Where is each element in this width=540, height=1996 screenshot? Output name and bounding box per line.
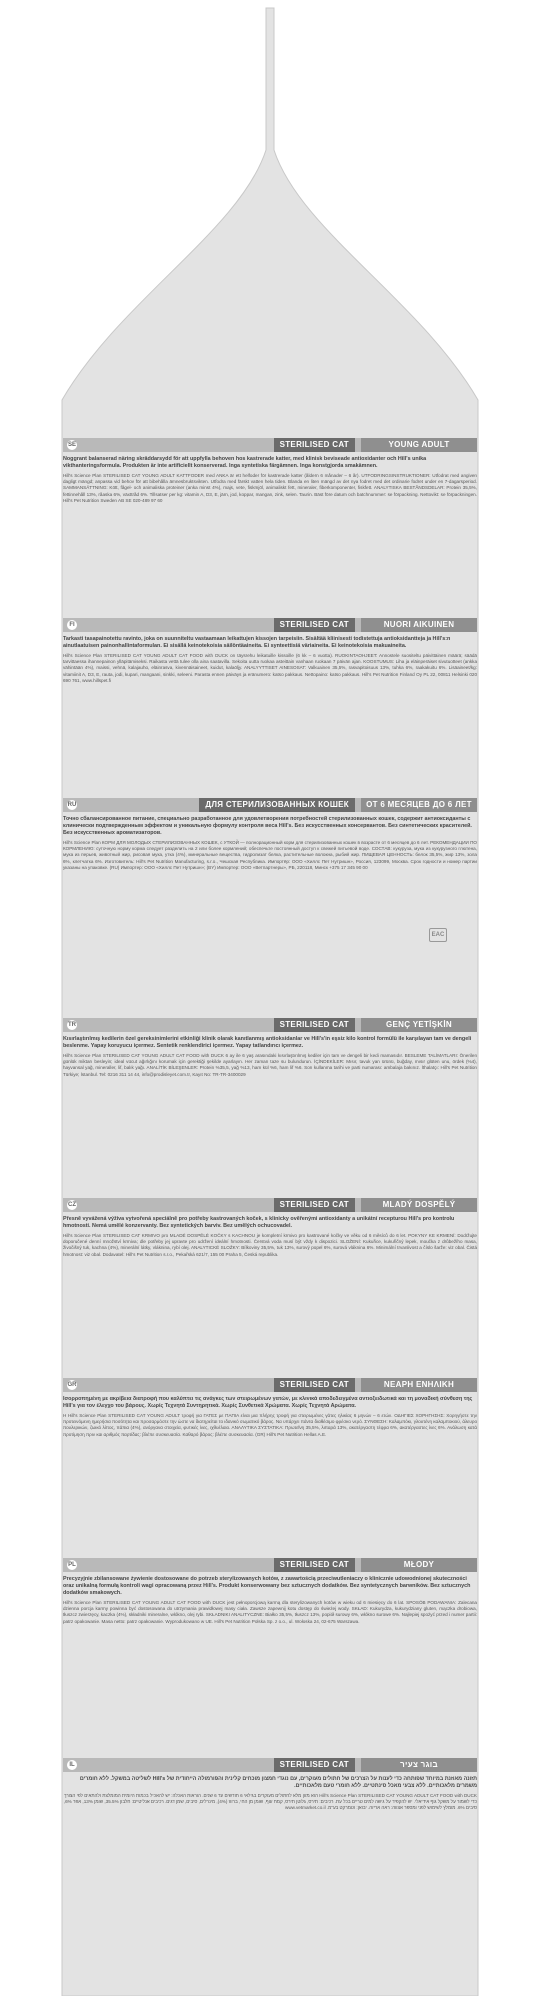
section-title: ДЛЯ СТЕРИЛИЗОВАННЫХ КОШЕК — [199, 798, 355, 812]
section-subtitle: בוגר צעיר — [361, 1758, 477, 1772]
section-body: Hill's Science Plan STERILISED CAT YOUNG ADULT CAT FOOD with DUCK on täysrehu leikatuille kissoille (6 kk – 6 vuotta). RUOKINTAOHJEET: Annostele suositeltu päivittäinen määrä; säädä tarvittaessa ihannepainon ylläpitämiseksi. Raikasta vettä tulee olla aina saatavilla. Sekoita uutta ruokaa asteittain vanhaan ruokaan 7 päivän ajan. KOOSTUMUS: Liha ja eläinperäiset sivutuotteet (ankka vähintään 4%), maissi, vehnä, kalajauho, eläinrasva, kivennäisaineet, kuidut, kalaöljy. ANALYYTTISET AINESOSAT: Valkuainen 35,5%, rasvapitoisuus 13%, tuhka 6%, raakakuitu 6%. Lisäaineet/kg: vitamiinit A, D3, E, rauta, jodi, kupari, mangaani, sinkki, seleeni. Parasta ennen päiväys ja eränumero: katso pakkaus. Nettopaino: katso pakkaus. Hill's Pet Nutrition Finland Oy PL 22, 00811 Helsinki 020 690 761, www.hillspet.fi — [63, 653, 477, 683]
section-title: STERILISED CAT — [274, 1758, 355, 1772]
section-header — [63, 1558, 477, 1572]
section-tr — [63, 1018, 477, 1078]
section-subtitle: MŁODY — [361, 1558, 477, 1572]
section-title: STERILISED CAT — [274, 1018, 355, 1032]
section-subtitle: NUORI AIKUINEN — [361, 618, 477, 632]
section-subtitle: ОТ 6 МЕСЯЦЕВ ДО 6 ЛЕТ — [361, 798, 477, 812]
section-body: Hill's Science Plan КОРМ ДЛЯ МОЛОДЫХ СТЕРИЛИЗОВАННЫХ КОШЕК, с УТКОЙ — полнорационный корм для стерилизованных кошек в возрасте от 6 месяцев до 6 лет. РЕКОМЕНДАЦИИ ПО КОРМЛЕНИЮ: суточную норму корма следует разделить на 2 или более кормлений; обеспечьте постоянный доступ к свежей питьевой воде. СОСТАВ: кукуруза, мука из кукурузного глютена, мука из перьев, животный жир, рисовая мука, утка (4%), минеральные вещества, гидролизат белка, растительные волокна, рыбий жир. ПИЩЕВАЯ ЦЕННОСТЬ: белок 35,5%, жир 13%, зола 6%, клетчатка 6%. Изготовитель: Hill's Pet Nutrition Manufacturing, s.r.o., Чешская Республика. Импортёр: ООО «Хиллс Пет Нутришн», Россия, 123099, Москва. Срок годности и номер партии указаны на упаковке. (RU) Импортер: ООО «Хиллс Пет Нутришн»; (BY) Импортер: ООО «Ветпартнеры», РБ, 220118, Минск +375 17 345 90 00 — [63, 840, 477, 870]
section-cz — [63, 1198, 477, 1258]
section-body: Hill's Science Plan STERILISED CAT YOUNG ADULT CAT FOOD with DUCK 6 ay ile 6 yaş arasındaki kısırlaştırılmış kediler için tam ve dengeli bir kedi mamasıdır. BESLEME TALİMATLARI: Önerilen günlük miktarı besleyin; ideal vücut ağırlığını korumak için gerektiği şekilde ayarlayın. Her zaman taze su bulundurun. İÇİNDEKİLER: Mısır, tavuk yan ürünü, buğday, mısır glüten unu, ördek (%4), hayvansal yağ, mineraller, lif, balık yağı. ANALİTİK BİLEŞENLER: Protein %35,5, yağ %13, ham kül %6, ham lif %6. Son kullanma tarihi ve parti numarası: ambalaja bakınız. İthalatçı: Hill's Pet Nutrition Türkiye; İstanbul. Tel: 0216 311 14 44, info@prodisleyet.com.tr, Kayıt No: TR-TR-3400029 — [63, 1053, 477, 1077]
section-se — [63, 438, 477, 504]
language-code-badge: IL — [67, 1760, 77, 1770]
language-code-badge: CZ — [68, 1202, 76, 1208]
section-header — [63, 1758, 477, 1772]
section-intro: Noggrant balanserad näring skräddarsydd för att uppfylla behoven hos kastrerade katter, med klinisk beviseade antioxidanter och Hill's unika vikthanteringsformula. Produkten är inte artificiellt konserverad. Inga syntetiska färgämnen. Inga konstgjorda smakämnen. — [63, 456, 427, 469]
section-body: Η Hill's Science Plan STERILISED CAT YOUNG ADULT τροφή για ΓΑΤΕΣ με ΠΑΠΙΑ είναι μια πλήρης τροφή για στειρωμένες γάτες ηλικίας 6 μηνών – 6 ετών. ΟΔΗΓΙΕΣ ΧΟΡΗΓΗΣΗΣ: Χορηγήστε την προτεινόμενη ημερήσια ποσότητα και προσαρμόστε την ώστε να διατηρείται το ιδανικό σωματικό βάρος. Να υπάρχει πάντα διαθέσιμο φρέσκο νερό. ΣΥΝΘΕΣΗ: Καλαμπόκι, γλουτένη καλαμποκιού, άλευρο πουλερικών, ζωικό λίπος, πάπια (4%), ανόργανα στοιχεία, φυτικές ίνες, ιχθυέλαιο. ΑΝΑΛΥΤΙΚΑ ΣΥΣΤΑΤΙΚΑ: Πρωτεΐνη 35,5%, λιπαρά 13%, ακατέργαστη τέφρα 6%, ακατέργαστες ίνες 6%. Ανάλωση κατά προτίμηση πριν και αριθμός παρτίδας: βλέπε συσκευασία. Καθαρό βάρος: βλέπε συσκευασία. (GR) Hill's Pet Nutrition Hellas A.E. — [63, 1413, 477, 1437]
section-subtitle: GENÇ YETİŞKİN — [361, 1018, 477, 1032]
section-title: STERILISED CAT — [274, 1558, 355, 1572]
section-title: STERILISED CAT — [274, 1198, 355, 1212]
section-title: STERILISED CAT — [274, 1378, 355, 1392]
language-code-badge: PL — [68, 1562, 76, 1568]
section-intro: Precyzyjnie zbilansowane żywienie dostosowane do potrzeb sterylizowanych kotów, z zawartością przeciwutleniaczy o klinicznie udowodnionej skuteczności oraz unikalną formułą kontroli wagi opracowaną przez Hill's. Produkt konserwowany bez sztucznych dodatków. Bez syntetycznych barwników. Bez sztucznych dodatków smakowych. — [63, 1576, 471, 1596]
section-pl — [63, 1558, 477, 1625]
language-code-badge: RU — [67, 802, 77, 808]
section-intro: Kısırlaştırılmış kedilerin özel gereksinimlerini etkinliği klinik olarak kanıtlanmış antioksidanlar ve Hill's'in eşsiz kilo kontrol formülü ile karşılayan tam ve dengeli beslenme. Yapay koruyucu içermez. Sentetik renklendirici içermez. Yapay tatlandırıcı içermez. — [63, 1036, 472, 1049]
section-header — [63, 438, 477, 452]
section-header — [63, 798, 477, 812]
section-subtitle: ΝΕΑΡΗ ΕΝΗΛΙΚΗ — [361, 1378, 477, 1392]
section-intro: Tarkasti tasapainotettu ravinto, joka on suunniteltu vastaamaan leikattujen kissojen tarpeisiin. Sisältää kliinisesti todistettuja antioksidantteja ja Hill's:n ainutlaatuisen painonhallintaformulan. Ei sisällä keinotekoisia säilöntäaineita. Ei synteettisiä väriaineita. Ei keinotekoisia makuaineita. — [63, 636, 451, 649]
language-code-badge: GR — [67, 1382, 77, 1388]
section-intro: Ισορροπημένη με ακρίβεια διατροφή που καλύπτει τις ανάγκες των στειρωμένων γατών, με κλινικά αποδεδειγμένα αντιοξειδωτικά και τη μοναδική σύνθεση της Hill's για τον έλεγχο του βάρους. Χωρίς Τεχνητά Συντηρητικά. Χωρίς Συνθετικά Χρώματα. Χωρίς Τεχνητά Αρώματα. — [63, 1396, 473, 1409]
section-body: Hill's Science Plan STERILISED CAT KRMIVO pro MLADÉ DOSPĚLÉ KOČKY s KACHNOU je kompletní krmivo pro kastrované kočky ve věku od 6 měsíců do 6 let. POKYNY KE KRMENÍ: Dodržujte doporučené denní množství krmiva; dle potřeby jej upravte pro udržení ideální hmotnosti. Čerstvá voda musí být vždy k dispozici. SLOŽENÍ: Kukuřice, kukuřičný lepek, moučka z drůbežího masa, živočišný tuk, kachna (4%), minerální látky, vláknina, rybí olej. ANALYTICKÉ SLOŽKY: Bílkoviny 35,5%, tuk 13%, surový popel 6%, surová vláknina 6%. Minimální trvanlivost a číslo šarže: viz obal. Čistá hmotnost: viz obal. Dodavatel: Hill's Pet Nutrition s.r.o., Pekařská 621/7, 155 00 Praha 5, Česká republika. — [63, 1233, 477, 1257]
bag-body — [62, 8, 478, 1996]
section-header — [63, 1198, 477, 1212]
section-header — [63, 618, 477, 632]
eac-mark: EAC — [429, 928, 447, 942]
section-header — [63, 1018, 477, 1032]
section-intro: Точно сбалансированное питание, специально разработанное для удовлетворения потребностей стерилизованных кошек, содержит антиоксиданты с клинически подтвержденным эффектом и уникальную формулу контроля веса Hill's. Без искусственных консервантов. Без синтетических красителей. Без искусственных ароматизаторов. — [63, 816, 472, 836]
section-ru — [63, 798, 477, 938]
language-code-badge: TR — [68, 1022, 76, 1028]
section-il — [63, 1758, 477, 1812]
section-intro: Přesně vyvážená výživa vytvořená speciálně pro potřeby kastrovaných koček, s klinicky ověřenými antioxidanty a unikátní recepturou Hill's pro kontrolu hmotnosti. Nemá umělé konzervanty. Bez syntetických barviv. Bez umělých ochucovadel. — [63, 1216, 455, 1229]
section-body: Hill's Science Plan STERILISED CAT YOUNG ADULT CAT FOOD with DUCK הוא מזון מלא לחתולים מעוקרים בגילאי 6 חודשים עד 6 שנים. הוראות האכלה: יש להאכיל בכמות היומית המומלצת ולהתאים לפי הצורך כדי לשמור על משקל גוף אידיאלי. יש להקפיד על גישה למים טריים בכל עת. רכיבים: תירס, גלוטן תירס, קמח עוף, שומן מן החי, ברווז (4%), מינרלים, סיבים, שמן דגים. רכיבים אנליטיים: חלבון 35.5%, שומן 13%, אפר 6%, סיבים 6%. מומלץ לשימוש לפני ומספר אצווה: ראה אריזה. יבואן: וטמרקט בע"מ. www.vetmarket.co.il — [63, 1793, 477, 1811]
section-fi — [63, 618, 477, 684]
section-subtitle: YOUNG ADULT — [361, 438, 477, 452]
section-title: STERILISED CAT — [274, 618, 355, 632]
section-body: Hill's Science Plan STERILISED CAT YOUNG ADULT CAT FOOD with DUCK jest pełnoporcjową karmą dla sterylizowanych kotów w wieku od 6 miesięcy do 6 lat. SPOSÓB PODAWANIA: Zalecana dzienna porcja karmy powinna być dostosowana do utrzymania prawidłowej masy ciała. Zawsze zapewnij kotu dostęp do świeżej wody. SKŁAD: Kukurydza, kukurydziany gluten, mączka drobiowa, tłuszcz zwierzęcy, kaczka (4%), składniki mineralne, włókno, olej rybi. SKŁADNIKI ANALITYCZNE: Białko 35,5%, tłuszcz 13%, popiół surowy 6%, włókno surowe 6%. Najlepiej spożyć przed i numer partii: patrz opakowanie. Masa netto: patrz opakowanie. Wyprodukowano w UE. Hill's Pet Nutrition Polska Sp. z o.o., ul. Wołoska 24, 02-675 Warszawa. — [63, 1600, 477, 1624]
section-gr — [63, 1378, 477, 1438]
language-code-badge: FI — [67, 620, 77, 630]
section-subtitle: MLADÝ DOSPĚLÝ — [361, 1198, 477, 1212]
section-intro: תזונה מאוזנת במיוחד שפותחה כדי לענות על הצרכים של חתולים מעוקרים, עם נוגדי חמצון מוכחים קלינית והפורמולה הייחודית של Hill's לשליטה במשקל. ללא חומרים משמרים מלאכותיים. ללא צבעי מאכל סינתטיים. ללא חומרי טעם מלאכותיים. — [79, 1776, 477, 1789]
section-body: Hill's Science Plan STERILISED CAT YOUNG ADULT KATTFODER med ANKA är ett helfoder för kastrerade katter (åldern 6 månader – 6 år). UTFODRINGSINSTRUKTIONER: Utfodrat med angiven dagligt mängd; anpassa vid behov för att bibehålla ämnesbruktsvikten. Utfodra med färskt vatten hela tiden. Blanda en liten mängd av det nya fodret med det ordinarie fodret under en 7-dagarsperiod. SAMMANSÄTTNING: Kött, fågel- och animaliska proteiner (anka minst 4%), majs, vete, fiskmjöl, animaliskt fett, mineraler, fiberkomponenter, fiskfett. ANALYTISKA BESTÅNDSDELAR: Protein 35,5%, fettinnehåll 13%, råaska 6%, växttråd 6%. Tillsatser per kg: vitamin A, D3, E, järn, jod, koppar, mangan, zink, selen. Taurin. Bäst före datum och batchnummer: se förpackning. Nettovikt: se förpackningen. Hill's Pet Nutrition Sweden AB SE 020-489 97 60 — [63, 473, 477, 503]
section-header — [63, 1378, 477, 1392]
section-title: STERILISED CAT — [274, 438, 355, 452]
language-code-badge: SE — [67, 442, 76, 448]
